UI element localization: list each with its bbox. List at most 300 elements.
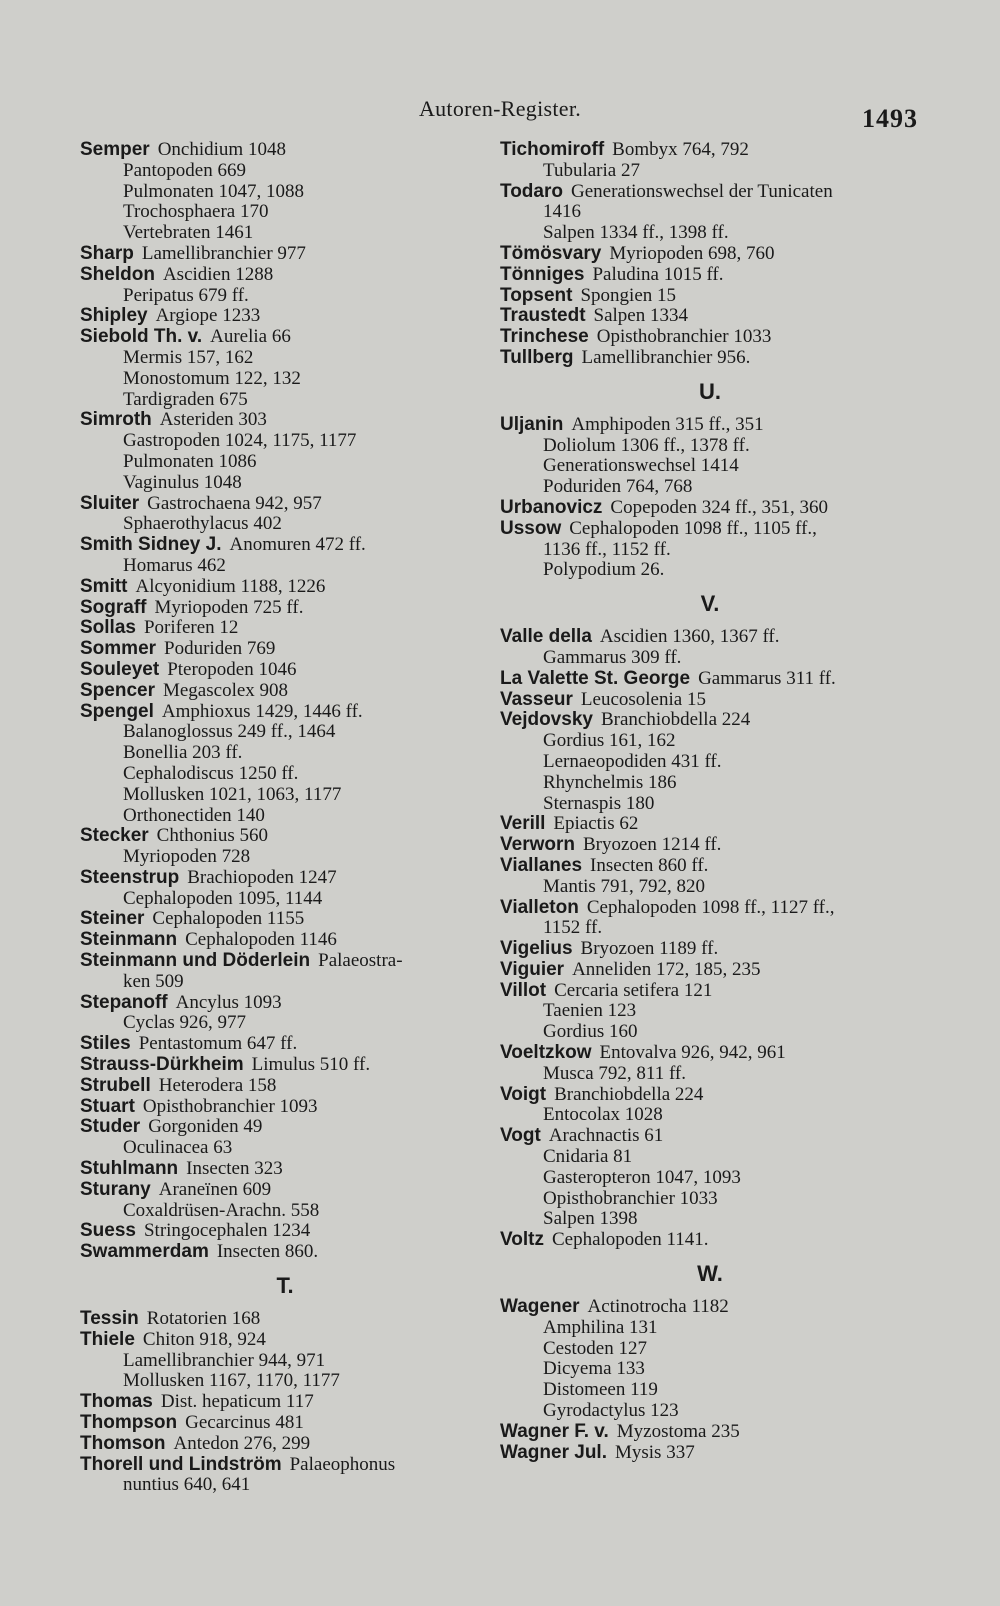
- topic-reference: Cephalopoden 1095, 1144: [123, 887, 323, 909]
- topic-reference: Mollusken 1021, 1063, 1177: [123, 783, 342, 805]
- section-letter-w: W.: [697, 1261, 723, 1287]
- topic-reference: Mollusken 1167, 1170, 1177: [123, 1370, 340, 1392]
- index-entry: [500, 1297, 920, 1318]
- author-name: Todaro: [500, 180, 563, 202]
- author-name: Steenstrup: [80, 866, 180, 888]
- index-entry: [500, 327, 920, 348]
- topic-reference: Gasteropteron 1047, 1093: [543, 1166, 741, 1188]
- topic-reference: Insecten 323: [186, 1158, 283, 1180]
- index-entry: [80, 1330, 490, 1351]
- author-name: Verworn: [500, 834, 575, 856]
- topic-reference: ken 509: [123, 970, 184, 992]
- topic-reference: Cephalopoden 1098 ff., 1127 ff.,: [586, 896, 835, 918]
- topic-reference: Insecten 860.: [216, 1241, 319, 1263]
- index-entry: [500, 690, 920, 711]
- topic-reference: Myriopoden 698, 760: [609, 242, 775, 264]
- author-name: Traustedt: [500, 305, 586, 327]
- author-name: Thiele: [80, 1328, 135, 1350]
- author-name: Semper: [80, 139, 150, 160]
- topic-reference: Orthonectiden 140: [123, 804, 265, 826]
- topic-reference: 1416: [543, 201, 581, 223]
- topic-reference: Balanoglossus 249 ff., 1464: [123, 721, 336, 743]
- topic-reference: Stringocephalen 1234: [143, 1220, 311, 1242]
- topic-reference: Antedon 276, 299: [173, 1432, 311, 1454]
- topic-reference: Generationswechsel der Tunicaten: [570, 180, 833, 202]
- index-subentry: [500, 648, 920, 669]
- topic-reference: Mantis 791, 792, 820: [543, 875, 706, 897]
- index-subentry: [500, 773, 920, 794]
- author-name: Voigt: [500, 1083, 547, 1105]
- author-name: Spengel: [80, 700, 154, 722]
- topic-reference: Dicyema 133: [543, 1358, 645, 1380]
- index-entry: [500, 140, 920, 161]
- index-entry: [500, 348, 920, 369]
- topic-reference: Entovalva 926, 942, 961: [599, 1042, 786, 1064]
- index-subentry: [500, 1064, 920, 1085]
- topic-reference: Taenien 123: [543, 1000, 637, 1022]
- topic-reference: Poduriden 764, 768: [543, 476, 693, 498]
- author-name: Strubell: [80, 1074, 151, 1096]
- index-subentry: [500, 161, 920, 182]
- index-subentry: [80, 286, 490, 307]
- author-name: Steinmann: [80, 929, 178, 951]
- index-entry: [80, 639, 490, 660]
- author-name: Sommer: [80, 638, 157, 660]
- index-entry: [80, 1055, 490, 1076]
- index-subentry: [80, 348, 490, 369]
- index-entry: [80, 1159, 490, 1180]
- topic-reference: Gordius 160: [543, 1021, 638, 1043]
- index-subentry: [80, 1201, 490, 1222]
- topic-reference: Ascidien 1360, 1367 ff.: [599, 626, 780, 648]
- index-entry: [80, 410, 490, 431]
- index-entry: [80, 1117, 490, 1138]
- index-subentry: [500, 223, 920, 244]
- author-name: Steiner: [80, 908, 145, 930]
- index-entry: [500, 898, 920, 919]
- author-name: Wagner F. v.: [500, 1420, 609, 1442]
- topic-reference: Dist. hepaticum 117: [160, 1391, 314, 1413]
- topic-reference: Gecarcinus 481: [185, 1412, 304, 1434]
- index-subentry: [80, 223, 490, 244]
- author-name: Urbanovicz: [500, 496, 603, 518]
- topic-reference: Mermis 157, 162: [123, 346, 254, 368]
- index-subentry: [80, 847, 490, 868]
- topic-reference: Homarus 462: [123, 554, 226, 576]
- topic-reference: Actinotrocha 1182: [587, 1296, 729, 1318]
- topic-reference: Monostomum 122, 132: [123, 367, 301, 389]
- topic-reference: Limulus 510 ff.: [251, 1054, 371, 1076]
- right-column: [500, 140, 920, 1463]
- topic-reference: Cephalopoden 1141.: [551, 1229, 709, 1251]
- topic-reference: Bryozoen 1214 ff.: [582, 834, 722, 856]
- topic-reference: Coxaldrüsen-Arachn. 558: [123, 1199, 320, 1221]
- index-entry: [80, 1309, 490, 1330]
- index-subentry: [500, 560, 920, 581]
- topic-reference: Heterodera 158: [158, 1074, 277, 1096]
- topic-reference: Cyclas 926, 977: [123, 1012, 246, 1034]
- author-name: Vejdovsky: [500, 709, 593, 731]
- index-entry: [500, 856, 920, 877]
- topic-reference: Pantopoden 669: [123, 159, 246, 181]
- author-name: Sograff: [80, 596, 147, 618]
- author-name: Spencer: [80, 679, 155, 701]
- index-entry: [80, 265, 490, 286]
- index-entry: [500, 415, 920, 436]
- index-subentry: [80, 452, 490, 473]
- index-entry: [80, 618, 490, 639]
- author-name: Stecker: [80, 825, 149, 847]
- index-subentry: [500, 1168, 920, 1189]
- author-name: Sluiter: [80, 492, 140, 514]
- topic-reference: Cestoden 127: [543, 1337, 647, 1359]
- index-subentry: [500, 1189, 920, 1210]
- topic-reference: Paludina 1015 ff.: [592, 263, 724, 285]
- entries-u: [500, 415, 920, 581]
- author-name: Tönniges: [500, 263, 585, 285]
- topic-reference: Musca 792, 811 ff.: [543, 1062, 687, 1084]
- author-name: Tessin: [80, 1308, 139, 1330]
- index-entry: [80, 1076, 490, 1097]
- topic-reference: Lamellibranchier 977: [141, 242, 306, 264]
- topic-reference: Anomuren 472 ff.: [229, 534, 366, 556]
- index-subentry: [500, 918, 920, 939]
- author-name: Voltz: [500, 1229, 544, 1251]
- author-name: Ussow: [500, 517, 562, 539]
- topic-reference: Palaeostra-: [318, 950, 403, 972]
- topic-reference: Anneliden 172, 185, 235: [572, 958, 761, 980]
- topic-reference: Gastrochaena 942, 957: [147, 492, 322, 514]
- index-subentry: [500, 1339, 920, 1360]
- index-subentry: [80, 806, 490, 827]
- author-name: Sollas: [80, 617, 136, 639]
- index-subentry: [500, 456, 920, 477]
- index-subentry: [80, 785, 490, 806]
- topic-reference: Amphilina 131: [543, 1316, 658, 1338]
- index-entry: [80, 702, 490, 723]
- index-subentry: [80, 972, 490, 993]
- author-name: Simroth: [80, 409, 152, 431]
- index-entry: [80, 826, 490, 847]
- index-entry: [80, 660, 490, 681]
- index-entry: [500, 814, 920, 835]
- topic-reference: Lamellibranchier 944, 971: [123, 1349, 326, 1371]
- author-name: Thomson: [80, 1432, 166, 1454]
- topic-reference: Megascolex 908: [162, 679, 289, 701]
- author-name: Voeltzkow: [500, 1042, 592, 1064]
- index-entry: [80, 577, 490, 598]
- index-entry: [500, 1422, 920, 1443]
- author-name: Smitt: [80, 575, 128, 597]
- index-subentry: [80, 514, 490, 535]
- left-column: [80, 140, 490, 1496]
- topic-reference: 1136 ff., 1152 ff.: [543, 538, 671, 560]
- topic-reference: Salpen 1334: [593, 305, 688, 327]
- index-entry: [80, 140, 490, 161]
- topic-reference: Gyrodactylus 123: [543, 1400, 679, 1422]
- index-subentry: [500, 1318, 920, 1339]
- author-name: Trinchese: [500, 326, 589, 348]
- entries-t-right: [500, 140, 920, 369]
- topic-reference: Bryozoen 1189 ff.: [580, 938, 719, 960]
- author-name: Swammerdam: [80, 1241, 209, 1263]
- index-entry: [500, 710, 920, 731]
- topic-reference: Gastropoden 1024, 1175, 1177: [123, 430, 357, 452]
- index-entry: [500, 835, 920, 856]
- index-entry: [80, 993, 490, 1014]
- author-name: Viguier: [500, 958, 565, 980]
- topic-reference: Cnidaria 81: [543, 1146, 633, 1168]
- author-name: Sharp: [80, 242, 134, 264]
- topic-reference: Amphipoden 315 ff., 351: [571, 413, 764, 435]
- entries-s: [80, 140, 490, 1263]
- index-entry: [80, 1180, 490, 1201]
- index-subentry: [500, 731, 920, 752]
- entries-t-left: [80, 1309, 490, 1496]
- topic-reference: Palaeophonus: [289, 1453, 396, 1475]
- index-entry: [80, 1097, 490, 1118]
- author-name: Verill: [500, 813, 546, 835]
- index-entry: [500, 981, 920, 1002]
- index-subentry: [80, 202, 490, 223]
- topic-reference: Chthonius 560: [156, 825, 269, 847]
- topic-reference: Sphaerothylacus 402: [123, 513, 282, 535]
- topic-reference: Vertebraten 1461: [123, 222, 254, 244]
- author-name: Strauss-Dürkheim: [80, 1054, 244, 1076]
- index-subentry: [500, 540, 920, 561]
- topic-reference: Tardigraden 675: [123, 388, 248, 410]
- index-subentry: [500, 477, 920, 498]
- author-name: Stepanoff: [80, 991, 168, 1013]
- entries-v: [500, 627, 920, 1251]
- index-subentry: [500, 1380, 920, 1401]
- topic-reference: Amphioxus 1429, 1446 ff.: [161, 700, 363, 722]
- topic-reference: Cephalopoden 1146: [185, 929, 337, 951]
- index-subentry: [80, 889, 490, 910]
- index-entry: [80, 494, 490, 515]
- topic-reference: nuntius 640, 641: [123, 1474, 251, 1496]
- topic-reference: Gordius 161, 162: [543, 730, 676, 752]
- index-subentry: [80, 764, 490, 785]
- topic-reference: Polypodium 26.: [543, 559, 665, 581]
- section-letter-t: T.: [276, 1273, 294, 1299]
- topic-reference: Spongien 15: [580, 284, 677, 306]
- topic-reference: Opisthobranchier 1033: [543, 1187, 718, 1209]
- index-entry: [500, 627, 920, 648]
- topic-reference: Aurelia 66: [210, 326, 291, 348]
- index-subentry: [500, 1022, 920, 1043]
- index-entry: [500, 265, 920, 286]
- topic-reference: Asteriden 303: [159, 409, 267, 431]
- index-entry: [80, 1242, 490, 1263]
- index-subentry: [80, 743, 490, 764]
- topic-reference: Arachnactis 61: [548, 1125, 664, 1147]
- index-subentry: [80, 556, 490, 577]
- topic-reference: Pulmonaten 1047, 1088: [123, 180, 305, 202]
- topic-reference: Salpen 1398: [543, 1208, 638, 1230]
- author-name: Souleyet: [80, 658, 160, 680]
- topic-reference: Alcyonidium 1188, 1226: [135, 575, 326, 597]
- topic-reference: 1152 ff.: [543, 917, 603, 939]
- topic-reference: Branchiobdella 224: [554, 1083, 704, 1105]
- topic-reference: Pentastomum 647 ff.: [138, 1033, 298, 1055]
- topic-reference: Entocolax 1028: [543, 1104, 663, 1126]
- index-subentry: [500, 1401, 920, 1422]
- index-entry: [500, 1043, 920, 1064]
- author-name: Uljanin: [500, 413, 564, 435]
- index-entry: [500, 519, 920, 540]
- topic-reference: Myriopoden 728: [123, 846, 251, 868]
- topic-reference: Lamellibranchier 956.: [581, 346, 751, 368]
- author-name: Wagener: [500, 1296, 580, 1318]
- author-name: Steinmann und Döderlein: [80, 950, 311, 972]
- topic-reference: Trochosphaera 170: [123, 201, 269, 223]
- index-entry: [80, 1455, 490, 1476]
- index-entry: [80, 1413, 490, 1434]
- index-subentry: [500, 1209, 920, 1230]
- topic-reference: Gorgoniden 49: [148, 1116, 263, 1138]
- index-entry: [500, 939, 920, 960]
- topic-reference: Bombyx 764, 792: [612, 139, 749, 160]
- index-entry: [500, 960, 920, 981]
- topic-reference: Opisthobranchier 1033: [596, 326, 772, 348]
- index-entry: [80, 681, 490, 702]
- index-entry: [500, 306, 920, 327]
- author-name: Vasseur: [500, 688, 573, 710]
- author-name: Thorell und Lindström: [80, 1453, 282, 1475]
- index-subentry: [80, 431, 490, 452]
- index-entry: [500, 669, 920, 690]
- author-name: Tullberg: [500, 346, 574, 368]
- topic-reference: Insecten 860 ff.: [590, 854, 709, 876]
- topic-reference: Poriferen 12: [143, 617, 239, 639]
- index-subentry: [500, 794, 920, 815]
- author-name: Sturany: [80, 1178, 151, 1200]
- topic-reference: Myzostoma 235: [616, 1420, 740, 1442]
- author-name: Vialleton: [500, 896, 579, 918]
- index-subentry: [80, 1013, 490, 1034]
- index-entry: [500, 286, 920, 307]
- topic-reference: Pulmonaten 1086: [123, 450, 257, 472]
- author-name: Tichomiroff: [500, 139, 605, 160]
- index-subentry: [500, 752, 920, 773]
- author-name: Shipley: [80, 305, 148, 327]
- index-entry: [80, 951, 490, 972]
- topic-reference: Cephalopoden 1098 ff., 1105 ff.,: [569, 517, 817, 539]
- index-subentry: [80, 473, 490, 494]
- topic-reference: Sternaspis 180: [543, 792, 655, 814]
- topic-reference: Copepoden 324 ff., 351, 360: [610, 496, 829, 518]
- topic-reference: Leucosolenia 15: [580, 688, 706, 710]
- topic-reference: Cercaria setifera 121: [554, 979, 713, 1001]
- author-name: Studer: [80, 1116, 141, 1138]
- topic-reference: Rhynchelmis 186: [543, 771, 677, 793]
- index-subentry: [500, 877, 920, 898]
- topic-reference: Salpen 1334 ff., 1398 ff.: [543, 222, 729, 244]
- author-name: Suess: [80, 1220, 136, 1242]
- index-entry: [80, 1434, 490, 1455]
- section-letter-u: U.: [699, 378, 721, 404]
- running-header: Autoren-Register.: [418, 96, 582, 121]
- topic-reference: Mysis 337: [614, 1441, 695, 1463]
- topic-reference: Brachiopoden 1247: [187, 866, 337, 888]
- author-name: Stiles: [80, 1033, 131, 1055]
- index-entry: [80, 909, 490, 930]
- author-name: La Valette St. George: [500, 667, 691, 689]
- index-entry: [80, 535, 490, 556]
- author-name: Vogt: [500, 1125, 541, 1147]
- author-name: Stuart: [80, 1095, 135, 1117]
- topic-reference: Argiope 1233: [155, 305, 261, 327]
- index-subentry: [80, 182, 490, 203]
- author-name: Villot: [500, 979, 547, 1001]
- topic-reference: Opisthobranchier 1093: [142, 1095, 318, 1117]
- index-subentry: [500, 1359, 920, 1380]
- index-subentry: [80, 722, 490, 743]
- author-name: Thompson: [80, 1412, 178, 1434]
- topic-reference: Doliolum 1306 ff., 1378 ff.: [543, 434, 750, 456]
- index-entry: [80, 306, 490, 327]
- entries-w: [500, 1297, 920, 1463]
- author-name: Siebold Th. v.: [80, 326, 203, 348]
- index-entry: [500, 182, 920, 203]
- topic-reference: Onchidium 1048: [157, 139, 286, 160]
- topic-reference: Cephalopoden 1155: [152, 908, 305, 930]
- index-subentry: [80, 1371, 490, 1392]
- index-entry: [80, 1392, 490, 1413]
- topic-reference: Poduriden 769: [164, 638, 276, 660]
- author-name: Smith Sidney J.: [80, 534, 222, 556]
- topic-reference: Cephalodiscus 1250 ff.: [123, 762, 299, 784]
- index-entry: [80, 930, 490, 951]
- author-name: Stuhlmann: [80, 1158, 179, 1180]
- topic-reference: Chiton 918, 924: [142, 1328, 266, 1350]
- index-entry: [80, 1221, 490, 1242]
- author-name: Valle della: [500, 626, 592, 648]
- author-name: Wagner Jul.: [500, 1441, 607, 1463]
- index-subentry: [500, 1001, 920, 1022]
- topic-reference: Ascidien 1288: [162, 263, 274, 285]
- index-entry: [80, 327, 490, 348]
- index-subentry: [80, 161, 490, 182]
- index-entry: [500, 1443, 920, 1464]
- author-name: Thomas: [80, 1391, 153, 1413]
- topic-reference: Lernaeopodiden 431 ff.: [543, 750, 722, 772]
- index-subentry: [80, 1138, 490, 1159]
- index-subentry: [500, 436, 920, 457]
- topic-reference: Pteropoden 1046: [167, 658, 297, 680]
- section-letter-v: V.: [700, 591, 720, 617]
- topic-reference: Peripatus 679 ff.: [123, 284, 249, 306]
- topic-reference: Distomeen 119: [543, 1379, 658, 1401]
- index-entry: [80, 868, 490, 889]
- index-subentry: [500, 1105, 920, 1126]
- topic-reference: Araneïnen 609: [158, 1178, 272, 1200]
- index-subentry: [80, 369, 490, 390]
- topic-reference: Rotatorien 168: [146, 1308, 261, 1330]
- index-entry: [80, 598, 490, 619]
- author-name: Sheldon: [80, 263, 155, 285]
- index-subentry: [80, 1351, 490, 1372]
- topic-reference: Generationswechsel 1414: [543, 455, 739, 477]
- page-number: 1493: [862, 104, 918, 133]
- author-name: Viallanes: [500, 854, 583, 876]
- index-entry: [500, 1085, 920, 1106]
- index-entry: [500, 1230, 920, 1251]
- index-subentry: [500, 1147, 920, 1168]
- index-entry: [500, 1126, 920, 1147]
- topic-reference: Myriopoden 725 ff.: [154, 596, 304, 618]
